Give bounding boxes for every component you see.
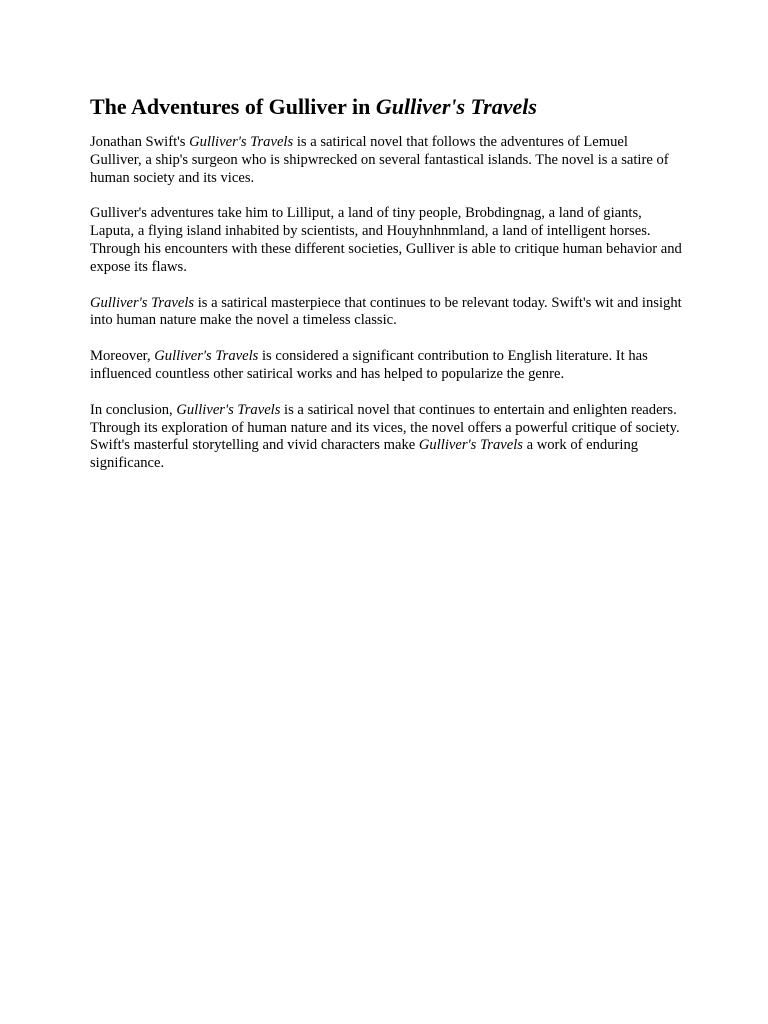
paragraph-5-text-c: is a satirical novel that continues to entertain and enlighten readers. Through its exploration of human nature and its vices, the novel offers a powerful critique of society. Swift's masterful storytelling and vivid characters make — [90, 401, 680, 454]
paragraph-3 — [90, 295, 682, 331]
paragraph-1-book-name: Gulliver's Travels — [189, 134, 294, 150]
paragraph-5-text-a: In conclusion, — [90, 401, 177, 418]
document-page — [90, 92, 682, 491]
paragraph-5-book-name-1: Gulliver's Travels — [176, 401, 281, 418]
paragraph-4-text-c: is considered a significant contribution to English literature. It has influenced countless other satirical works and has helped to popularize the genre. — [90, 348, 648, 382]
paragraph-4-book-name: Gulliver's Travels — [154, 348, 259, 365]
paragraph-1 — [90, 134, 682, 187]
paragraph-1-text-a: Jonathan Swift's — [90, 134, 190, 150]
paragraph-3-text-b: is a satirical masterpiece that continues to be relevant today. Swift's wit and insight into human nature make the novel a timeless classic. — [90, 294, 682, 329]
paragraph-5-text-e: a work of enduring significance. — [90, 437, 639, 472]
paragraph-3-book-name: Gulliver's Travels — [90, 294, 195, 311]
paragraph-5-book-name-2: Gulliver's Travels — [418, 437, 523, 454]
paragraph-1-text-c: is a satirical novel that follows the adventures of Lemuel Gulliver, a ship's surgeon who is shipwrecked on several fantastical islands. The novel is a satire of human society and its vices. — [90, 134, 669, 186]
paragraph-4 — [90, 348, 682, 384]
paragraph-5 — [90, 402, 682, 473]
paragraph-4-text-a: Moreover, — [90, 348, 155, 365]
title-book-name: Gulliver's Travels — [375, 94, 537, 119]
paragraph-2 — [90, 205, 682, 276]
paragraph-2-text: Gulliver's adventures take him to Lilliput, a land of tiny people, Brobdingnag, a land of giants, Laputa, a flying island inhabited by scientists, and Houyhnhnmland, a land of intelligent horses. Through his encounters with these different societies, Gulliver is able to critique human behavior and expose its flaws. — [90, 205, 682, 275]
title-text: The Adventures of Gulliver in — [90, 94, 376, 119]
document-title — [90, 92, 682, 122]
